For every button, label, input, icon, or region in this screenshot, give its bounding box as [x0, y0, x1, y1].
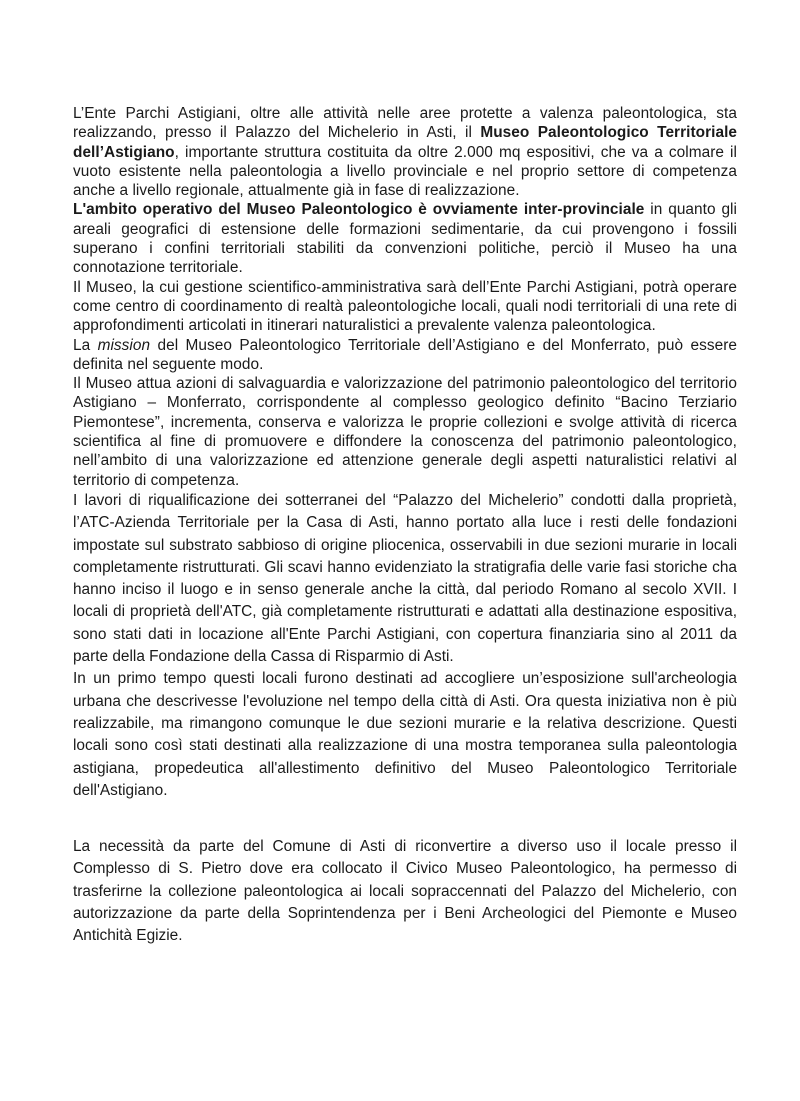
museum-name-bold: Museo Paleontologico Territoriale dell’Astigiano: [73, 124, 738, 161]
paragraph-collection-transfer: [73, 836, 737, 947]
text-run: La necessità da parte del Comune di Asti di riconvertire a diverso uso il locale presso il Complesso di S. Pietro dove era collocato il Civico Museo Paleontologico, ha permesso di trasferirne la collezione paleontologica ai locali sopraccennati del Palazzo del Michelerio, con autorizzazione da parte della Soprintendenza per i Beni Archeologici del Piemonte e Museo Antichità Egizie.: [73, 838, 737, 945]
text-run: I lavori di riqualificazione dei sotterranei del “Palazzo del Michelerio” condotti dalla proprietà, l’ATC-Azienda Territoriale per la Casa di Asti, hanno portato alla luce i resti delle fondazioni impostate sul substrato sabbioso di origine pliocenica, osservabili in due sezioni murarie in locali completamente ristrutturati. Gli scavi hanno evidenziato la stratigrafia delle varie fasi storiche cha hanno inciso il luogo e in senso generale anche la città, dal periodo Romano al secolo XVII. I locali di proprietà dell'ATC, già completamente ristrutturati e adattati alla destinazione espositiva, sono stati dati in locazione all'Ente Parchi Astigiani, con copertura finanziaria sino al 2011 da parte della Fondazione della Cassa di Risparmio di Asti.: [73, 491, 737, 666]
paragraph-mission-intro: [73, 336, 737, 375]
text-run: , importante struttura costituita da oltre 2.000 mq espositivi, che va a colmare il vuoto esistente nella paleontologia a livello provinciale e nel proprio settore di competenza anche a livello regionale, attualmente già in fase di realizzazione.: [73, 143, 737, 200]
text-run: Il Museo attua azioni di salvaguardia e valorizzazione del patrimonio paleontologico del territorio Astigiano – Monferrato, corrispondente al complesso geologico definito “Bacino Terziario Piemontese”, incrementa, conserva e valorizza le proprie collezioni e svolge attività di ricerca scientifica al fine di promuovere e diffondere la conoscenza del patrimonio paleontologico, nell’ambito di una valorizzazione ed attenzione generale degli aspetti naturalistici relativi al territorio di competenza.: [73, 375, 737, 489]
mission-italic: mission: [97, 336, 151, 354]
document-page: [73, 104, 737, 948]
text-block-upper: [73, 104, 737, 490]
paragraph-management: [73, 278, 737, 336]
scope-heading-bold: L'ambito operativo del Museo Paleontologico è ovviamente inter-provinciale: [73, 201, 645, 219]
text-run: La: [73, 336, 98, 354]
paragraph-intro: [73, 104, 737, 200]
paragraph-mission-statement: [73, 374, 737, 490]
text-block-lower: [73, 490, 737, 948]
text-run: del Museo Paleontologico Territoriale dell’Astigiano e del Monferrato, può essere definita nel seguente modo.: [73, 336, 737, 373]
paragraph-renovation: [73, 490, 737, 668]
paragraph-scope: [73, 200, 737, 277]
paragraph-exhibition: [73, 668, 737, 802]
text-run: in quanto gli areali geografici di estensione delle formazioni sedimentarie, da cui provengono i fossili superano i confini territoriali stabiliti da convenzioni politiche, perciò il Museo ha una connotazione territoriale.: [73, 201, 737, 277]
text-run: L’Ente Parchi Astigiani, oltre alle attività nelle aree protette a valenza paleontologica, sta realizzando, presso il Palazzo del Michelerio in Asti, il: [73, 105, 737, 142]
paragraph-spacer: [73, 802, 737, 836]
text-run: Il Museo, la cui gestione scientifico-amministrativa sarà dell’Ente Parchi Astigiani, potrà operare come centro di coordinamento di realtà paleontologiche locali, quali nodi territoriali di una rete di approfondimenti articolati in itinerari naturalistici a prevalente valenza paleontologica.: [73, 278, 737, 335]
text-run: In un primo tempo questi locali furono destinati ad accogliere un’esposizione sull'archeologia urbana che descrivesse l'evoluzione nel tempo della città di Asti. Ora questa iniziativa non è più realizzabile, ma rimangono comunque le due sezioni murarie e la relativa descrizione. Questi locali sono così stati destinati alla realizzazione di una mostra temporanea sulla paleontologia astigiana, propedeutica all'allestimento definitivo del Museo Paleontologico Territoriale dell'Astigiano.: [73, 670, 737, 799]
